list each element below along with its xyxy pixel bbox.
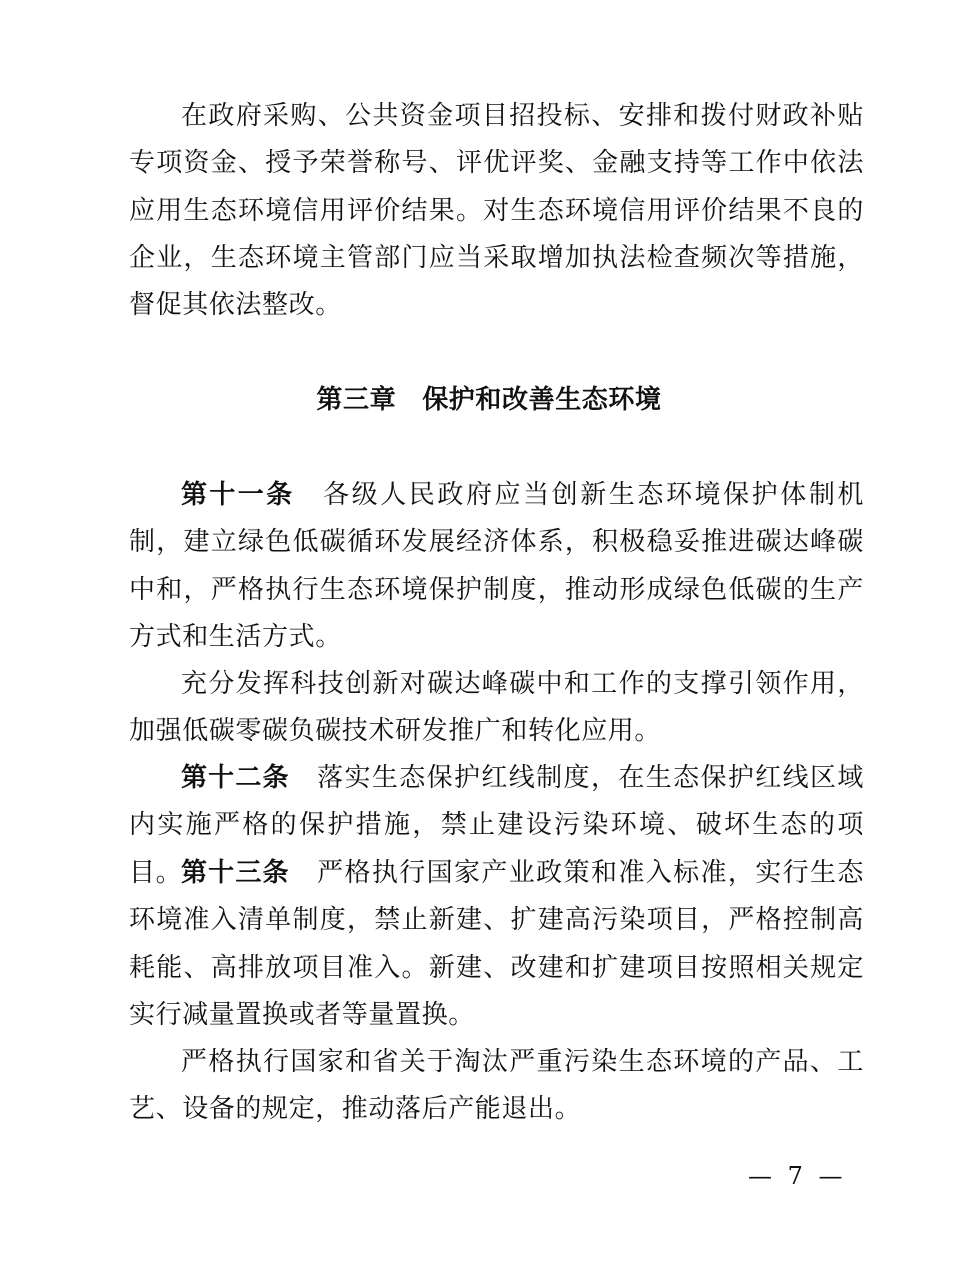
article-number: 第十一条 xyxy=(181,480,295,510)
paragraph-tech-innovation xyxy=(129,661,864,756)
article-number: 第十三条 xyxy=(181,858,290,888)
article-number: 第十二条 xyxy=(181,763,290,793)
paragraph-text: 充分发挥科技创新对碳达峰碳中和工作的支撑引领作用，加强低碳零碳负碳技术研发推广和转化应用。 xyxy=(129,669,864,747)
article-13 xyxy=(129,850,864,1039)
chapter-title-text: 保护和改善生态环境 xyxy=(422,385,662,415)
paragraph-text: 严格执行国家和省关于淘汰严重污染生态环境的产品、工艺、设备的规定，推动落后产能退出。 xyxy=(129,1047,864,1125)
article-text: 各级人民政府应当创新生态环境保护体制机制，建立绿色低碳循环发展经济体系，积极稳妥推进碳达峰碳中和，严格执行生态环境保护制度，推动形成绿色低碳的生产方式和生活方式。 xyxy=(129,480,864,652)
paragraph-credit-evaluation xyxy=(129,93,864,329)
chapter-number: 第三章 xyxy=(316,385,397,415)
chapter-heading xyxy=(0,378,978,422)
article-text: 落实生态保护红线制度，在生态保护红线区域内实施严格的保护措施，禁止建设污染环境、破坏生态的项目。 xyxy=(129,763,864,888)
paragraph-eliminate-capacity xyxy=(129,1039,864,1134)
article-text: 严格执行国家产业政策和准入标准，实行生态环境准入清单制度，禁止新建、扩建高污染项目，严格控制高耗能、高排放项目准入。新建、改建和扩建项目按照相关规定实行减量置换或者等量置换。 xyxy=(129,858,864,1030)
paragraph-text: 在政府采购、公共资金项目招投标、安排和拨付财政补贴专项资金、授予荣誉称号、评优评奖、金融支持等工作中依法应用生态环境信用评价结果。对生态环境信用评价结果不良的企业，生态环境主管部门应当采取增加执法检查频次等措施，督促其依法整改。 xyxy=(129,101,864,321)
page-number: — 7 — xyxy=(748,1162,847,1190)
article-11 xyxy=(129,472,864,661)
